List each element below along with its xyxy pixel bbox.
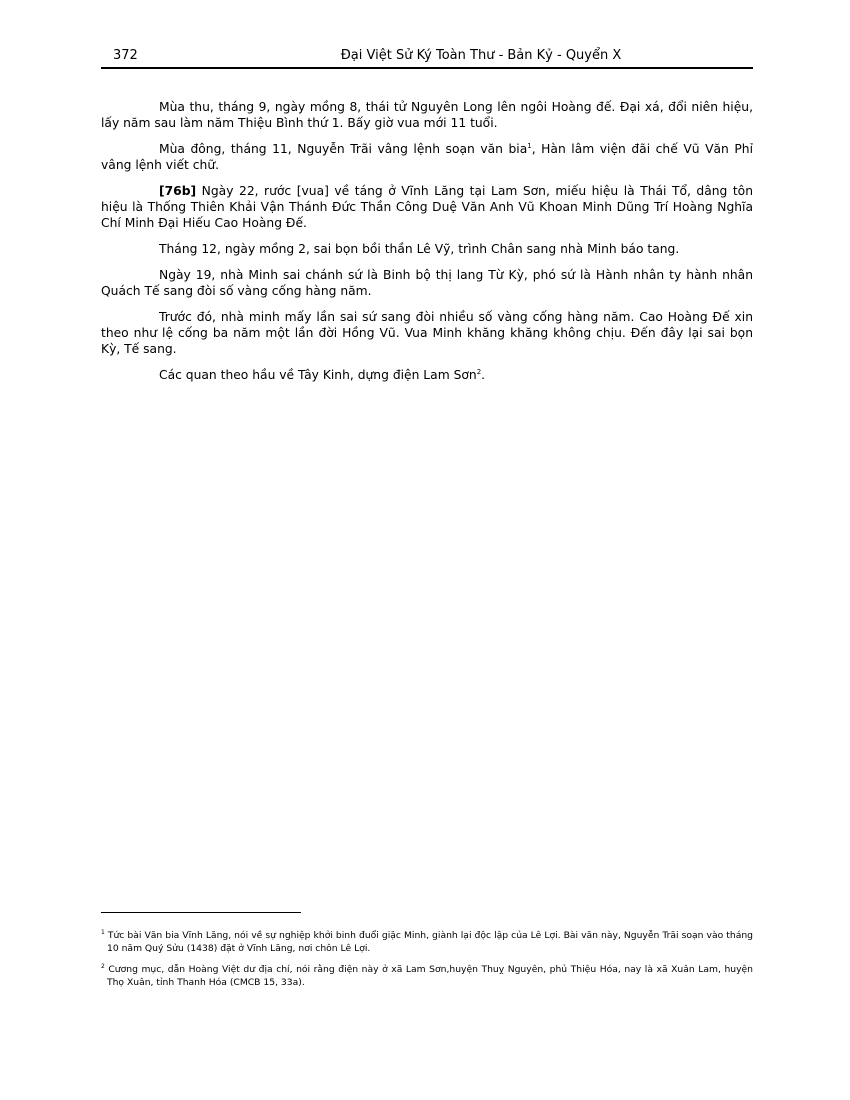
paragraph-2-text-b: , Hàn lâm viện đãi chế Vũ Văn Phỉ vâng lệnh viết chữ. (101, 142, 753, 172)
paragraph-2 (101, 141, 753, 173)
footnote-marker-1: 1 (101, 928, 105, 936)
page-number: 372 (113, 48, 138, 63)
footnotes (101, 929, 753, 997)
paragraph-7-text-b: . (481, 368, 486, 382)
body-text (101, 99, 753, 393)
paragraph-5: Ngày 19, nhà Minh sai chánh sứ là Binh bộ thị lang Từ Kỳ, phó sứ là Hành nhân ty hành nhân Quách Tế sang đòi số vàng cống hàng năm. (101, 268, 753, 298)
folio-marker: [76b] (159, 184, 197, 198)
paragraph-2-text-a: Mùa đông, tháng 11, Nguyễn Trãi vâng lệnh soạn văn bia (159, 142, 528, 156)
paragraph-7-text-a: Các quan theo hầu về Tây Kinh, dựng điện Lam Sơn (159, 368, 477, 382)
footnote-ref-2[interactable]: 2 (476, 367, 482, 376)
paragraph-3-text: Ngày 22, rước [vua] về táng ở Vĩnh Lăng tại Lam Sơn, miếu hiệu là Thái Tổ, dâng tôn hiệu là Thống Thiên Khải Vận Thánh Đức Thần Công Duệ Văn Anh Vũ Khoan Minh Dũng Trí Hoàng Nghĩa Chí Minh Đại Hiếu Cao Hoàng Đế. (101, 184, 753, 230)
paragraph-4: Tháng 12, ngày mồng 2, sai bọn bồi thần Lê Vỹ, trình Chân sang nhà Minh báo tang. (159, 242, 680, 256)
footnote-1 (101, 929, 753, 955)
footnote-2-text: Cương mục, dẫn Hoàng Việt dư địa chí, nói rằng điện này ở xã Lam Sơn,huyện Thuỵ Nguyên, phủ Thiệu Hóa, nay là xã Xuân Lam, huyện Thọ Xuân, tỉnh Thanh Hóa (CMCB 15, 33a). (104, 964, 753, 988)
paragraph-1: Mùa thu, tháng 9, ngày mồng 8, thái tử Nguyên Long lên ngôi Hoàng đế. Đại xá, đổi niên hiệu, lấy năm sau làm năm Thiệu Bình thứ 1. Bấy giờ vua mới 11 tuổi. (101, 100, 753, 130)
footnote-2 (101, 963, 753, 989)
footnote-marker-2: 2 (101, 962, 105, 970)
paragraph-7 (101, 367, 753, 383)
running-title: Đại Việt Sử Ký Toàn Thư - Bản Kỷ - Quyển X (340, 48, 622, 63)
header-rule (101, 67, 753, 69)
paragraph-6: Trước đó, nhà minh mấy lần sai sứ sang đòi nhiều số vàng cống hàng năm. Cao Hoàng Đế xin theo như lệ cống ba năm một lần đời Hồng Vũ. Vua Minh khăng khăng không chịu. Đến đây lại sai bọn Kỳ, Tế sang. (101, 310, 753, 356)
footnote-rule (101, 912, 301, 913)
paragraph-3 (101, 183, 753, 231)
footnote-ref-1[interactable]: 1 (527, 141, 532, 150)
footnote-1-text: Tức bài Văn bia Vĩnh Lăng, nói về sự nghiệp khởi binh đuổi giặc Minh, giành lại độc lập của Lê Lợi. Bài văn này, Nguyễn Trãi soạn vào tháng 10 năm Quý Sửu (1438) đặt ở Vĩnh Lăng, nơi chôn Lê Lợi. (104, 930, 753, 954)
page-header (101, 48, 753, 68)
